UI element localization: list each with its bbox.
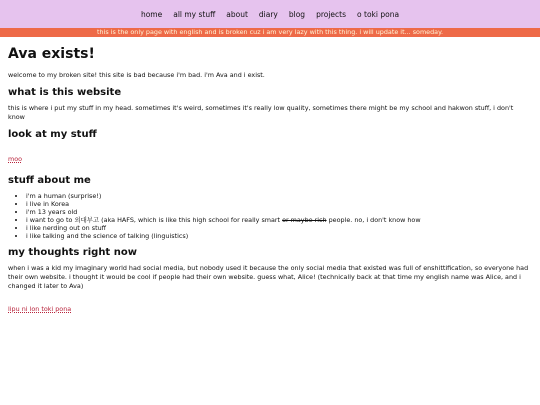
about-item-human: • i'm a human (surprise!) xyxy=(26,192,532,200)
nav-blog[interactable]: blog xyxy=(288,9,306,19)
nav-home[interactable]: home xyxy=(140,9,163,19)
section-heading-about: stuff about me xyxy=(8,175,91,186)
nav-o-toki-pona[interactable]: o toki pona xyxy=(357,9,400,19)
nav-projects[interactable]: projects xyxy=(316,9,347,19)
school-text-post: people. no, i don't know how xyxy=(326,216,421,224)
section-heading-what: what is this website xyxy=(8,87,122,98)
about-item-school xyxy=(26,216,532,224)
nav-diary[interactable]: diary xyxy=(258,9,278,19)
school-name: 외대부고 xyxy=(74,216,100,224)
moo-link[interactable]: moo xyxy=(8,155,23,163)
intro-text: welcome to my broken site! this site is bad because i'm bad. i'm Ava and i exist. xyxy=(8,71,265,79)
about-item-korea: • i live in Korea xyxy=(26,200,532,208)
section-heading-thoughts: my thoughts right now xyxy=(8,247,137,258)
nav-all-my-stuff[interactable]: all my stuff xyxy=(173,9,216,19)
section-text-thoughts: when i was a kid my imaginary world had social media, but nobody used it because the only social media that existed was full of enshittification, so everyone had their own website. i thought it would be cool if people had their own website. guess what, Alice! (technically back at that time my english name was Alice, and i changed it later to Ava) xyxy=(8,264,529,290)
nav-about[interactable]: about xyxy=(226,9,248,19)
top-nav xyxy=(0,0,540,28)
school-strikethrough: or maybe rich xyxy=(282,216,327,224)
school-text-mid: (aka HAFS, which is like this high school for really smart xyxy=(99,216,283,224)
about-item-talking: • i like talking and the science of talking (linguistics) xyxy=(26,232,532,240)
about-item-age: • i'm 13 years old xyxy=(26,208,532,216)
about-list xyxy=(8,192,532,240)
page-title: Ava exists! xyxy=(8,46,95,62)
section-heading-stuff: look at my stuff xyxy=(8,129,97,140)
toki-pona-link[interactable]: lipu ni lon toki pona xyxy=(8,305,72,313)
section-text-what: this is where i put my stuff in my head. sometimes it's weird, sometimes it's really low quality, sometimes there might be my school and hakwon stuff, i don't know xyxy=(8,104,514,121)
school-text-pre: i want to go to xyxy=(26,216,75,224)
main-content xyxy=(0,46,540,318)
notice-banner: this is the only page with english and is broken cuz i am very lazy with this thing. i will update it... someday. xyxy=(0,28,540,37)
about-item-nerding: • i like nerding out on stuff xyxy=(26,224,532,232)
